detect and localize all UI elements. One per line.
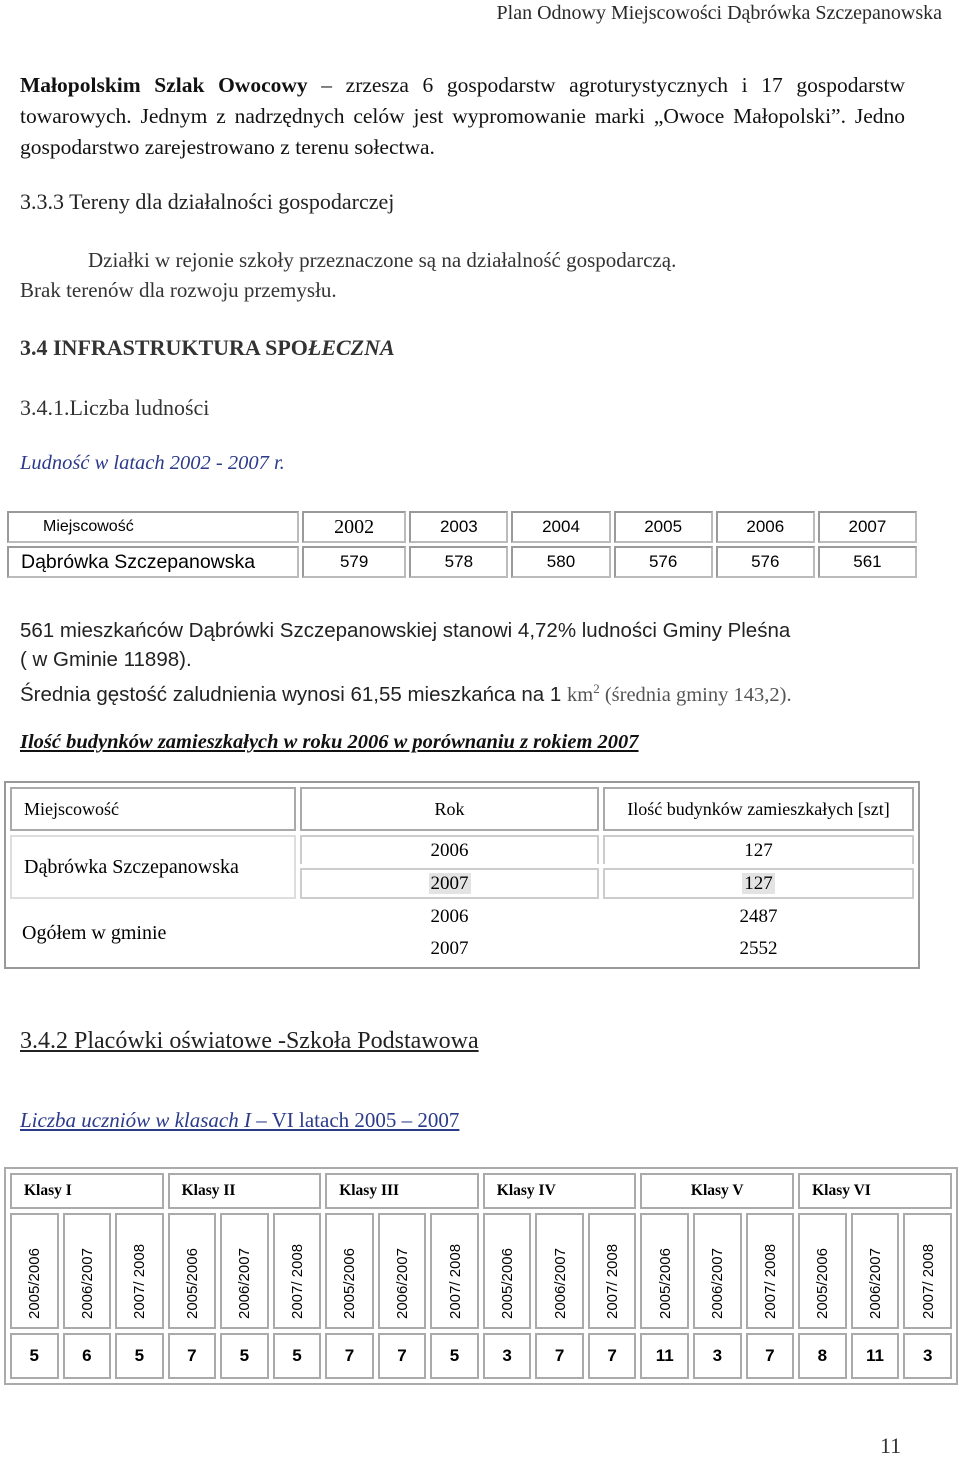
year-cell — [168, 1213, 217, 1329]
year-cell — [535, 1213, 584, 1329]
year-cell — [798, 1213, 846, 1329]
table-cell — [603, 868, 914, 899]
population-data-row — [7, 546, 917, 578]
year-cell — [10, 1213, 59, 1329]
table-cell: 579 — [302, 546, 406, 578]
population-stats — [20, 616, 940, 710]
table-cell: Dąbrówka Szczepanowska — [10, 835, 296, 899]
intro-paragraph — [20, 70, 905, 163]
year-label: 2005/2006 — [183, 1248, 201, 1319]
table-cell: 578 — [409, 546, 508, 578]
students-classes-row — [10, 1173, 952, 1209]
value-cell: 8 — [798, 1333, 846, 1379]
count-value: 127 — [744, 872, 773, 894]
year-cell — [220, 1213, 269, 1329]
count-value: 2487 — [739, 906, 778, 927]
stats-unit: km — [567, 683, 594, 706]
value-cell: 5 — [273, 1333, 322, 1379]
table-cell: 580 — [511, 546, 610, 578]
students-caption-normal: – VI latach 2005 – 2007 — [251, 1108, 460, 1132]
table-cell — [300, 868, 599, 899]
table-cell: 2003 — [409, 511, 508, 543]
year-cell — [640, 1213, 689, 1329]
class-header-cell: Klasy I — [10, 1173, 164, 1209]
year-cell — [115, 1213, 164, 1329]
count-value: 127 — [744, 839, 773, 861]
year-label: 2007/ 2008 — [761, 1243, 779, 1319]
section-34-italic: ŁECZNA — [307, 335, 395, 360]
class-header-cell: Klasy IV — [483, 1173, 637, 1209]
class-header-cell: Klasy V — [640, 1173, 794, 1209]
year-cell — [483, 1213, 532, 1329]
year-label: 2005/2006 — [26, 1248, 44, 1319]
year-cell — [746, 1213, 794, 1329]
table-cell — [603, 935, 914, 963]
stats-line3-text: Średnia gęstość zaludnienia wynosi 61,55 mieszkańca na 1 — [20, 682, 567, 706]
year-cell — [325, 1213, 374, 1329]
section-34-prefix: 3.4 INFRASTRUKTURA SPO — [20, 335, 308, 360]
stats-unit-sup: 2 — [593, 681, 600, 696]
table-cell: 576 — [614, 546, 713, 578]
table-cell: 576 — [716, 546, 815, 578]
year-label: 2005/2006 — [656, 1248, 674, 1319]
students-table — [4, 1167, 958, 1385]
class-header-cell: Klasy II — [168, 1173, 322, 1209]
value-cell: 7 — [378, 1333, 427, 1379]
class-header-cell: Klasy III — [325, 1173, 479, 1209]
section-341-title: 3.4.1.Liczba ludności — [20, 395, 210, 420]
students-values-row — [10, 1333, 952, 1379]
value-cell: 5 — [430, 1333, 479, 1379]
year-value: 2007 — [430, 872, 469, 894]
buildings-caption: Ilość budynków zamieszkałych w roku 2006 w porównaniu z rokiem 2007 — [20, 731, 639, 753]
year-cell — [851, 1213, 900, 1329]
year-label: 2006/2007 — [866, 1248, 884, 1319]
table-cell: 2006 — [716, 511, 815, 543]
table-cell — [300, 935, 599, 963]
value-cell: 5 — [10, 1333, 59, 1379]
year-label: 2006/2007 — [78, 1248, 96, 1319]
section-333-line2: Brak terenów dla rozwoju przemysłu. — [20, 278, 337, 302]
year-label: 2006/2007 — [709, 1248, 727, 1319]
value-cell: 5 — [115, 1333, 164, 1379]
buildings-table — [4, 781, 920, 969]
year-cell — [693, 1213, 741, 1329]
year-cell — [273, 1213, 322, 1329]
table-cell: Dąbrówka Szczepanowska — [7, 546, 299, 578]
population-table — [4, 508, 920, 581]
page-header — [0, 2, 960, 25]
stats-line1: 561 mieszkańców Dąbrówki Szczepanowskiej stanowi 4,72% ludności Gminy Pleśna — [20, 619, 791, 642]
year-label: 2005/2006 — [341, 1248, 359, 1319]
buildings-group-row — [10, 835, 914, 864]
year-label: 2005/2006 — [499, 1248, 517, 1319]
table-cell — [603, 835, 914, 864]
value-cell: 6 — [63, 1333, 112, 1379]
table-cell: 2002 — [302, 511, 406, 543]
value-cell: 7 — [325, 1333, 374, 1379]
section-333-line1: Działki w rejonie szkoły przeznaczone są na działalność gospodarczą. — [88, 248, 677, 272]
table-cell — [603, 903, 914, 931]
year-label: 2006/2007 — [236, 1248, 254, 1319]
table-cell: Ogółem w gminie — [22, 921, 167, 944]
intro-text: – zrzesza 6 gospodarstw agroturystycznych i 17 gospodarstw towarowych. Jednym z nadrzędnych celów jest wypromowanie marki „Owoce Małopolski”. Jedno gospodarstwo zarejestrowano z terenu sołectwa. — [20, 73, 906, 159]
stats-line3 — [20, 674, 940, 710]
year-value: 2006 — [430, 839, 469, 861]
section-333-title: 3.3.3 Tereny dla działalności gospodarczej — [20, 189, 395, 214]
year-label: 2007/ 2008 — [131, 1243, 149, 1319]
table-cell — [300, 903, 599, 931]
value-cell: 7 — [535, 1333, 584, 1379]
page-number: 11 — [880, 1433, 902, 1458]
count-value: 2552 — [739, 938, 778, 959]
table-cell: Rok — [300, 787, 599, 831]
value-cell: 5 — [220, 1333, 269, 1379]
value-cell: 11 — [640, 1333, 689, 1379]
year-cell — [378, 1213, 427, 1329]
year-cell — [588, 1213, 637, 1329]
intro-bold: Małopolskim Szlak Owocowy — [20, 73, 308, 97]
value-cell: 3 — [693, 1333, 741, 1379]
table-cell: 2007 — [818, 511, 917, 543]
students-caption-italic: Liczba uczniów w klasach I — [20, 1108, 251, 1132]
stats-line2: ( w Gminie 11898). — [20, 648, 192, 671]
value-cell: 7 — [588, 1333, 637, 1379]
section-34-title — [20, 335, 395, 361]
students-caption — [20, 1108, 459, 1133]
year-value: 2006 — [430, 906, 469, 927]
value-cell: 3 — [483, 1333, 532, 1379]
buildings-header-row — [10, 787, 914, 831]
buildings-group-row — [10, 903, 914, 931]
stats-average: (średnia gminy 143,2). — [599, 683, 792, 706]
population-caption: Ludność w latach 2002 - 2007 r. — [20, 452, 285, 474]
year-label: 2007/ 2008 — [919, 1243, 937, 1319]
section-342-title: 3.4.2 Placówki oświatowe -Szkoła Podstawowa — [20, 1028, 479, 1054]
value-cell: 3 — [903, 1333, 952, 1379]
table-cell: Miejscowość — [7, 511, 299, 543]
year-label: 2007/ 2008 — [288, 1243, 306, 1319]
value-cell: 11 — [851, 1333, 900, 1379]
table-cell: Ilość budynków zamieszkałych [szt] — [603, 787, 914, 831]
year-cell — [63, 1213, 112, 1329]
table-cell: 2004 — [511, 511, 610, 543]
population-header-row — [7, 511, 917, 543]
table-cell: Miejscowość — [10, 787, 296, 831]
year-value: 2007 — [430, 938, 469, 959]
table-cell: 2005 — [614, 511, 713, 543]
year-label: 2005/2006 — [814, 1248, 832, 1319]
year-label: 2006/2007 — [551, 1248, 569, 1319]
year-cell — [903, 1213, 952, 1329]
year-cell — [430, 1213, 479, 1329]
table-cell — [300, 835, 599, 864]
students-years-row — [10, 1213, 952, 1329]
year-label: 2007/ 2008 — [446, 1243, 464, 1319]
year-label: 2007/ 2008 — [604, 1243, 622, 1319]
year-label: 2006/2007 — [393, 1248, 411, 1319]
value-cell: 7 — [168, 1333, 217, 1379]
table-cell: 561 — [818, 546, 917, 578]
header-title: Plan Odnowy Miejscowości Dąbrówka Szczepanowska — [496, 2, 942, 24]
value-cell: 7 — [746, 1333, 794, 1379]
class-header-cell: Klasy VI — [798, 1173, 952, 1209]
